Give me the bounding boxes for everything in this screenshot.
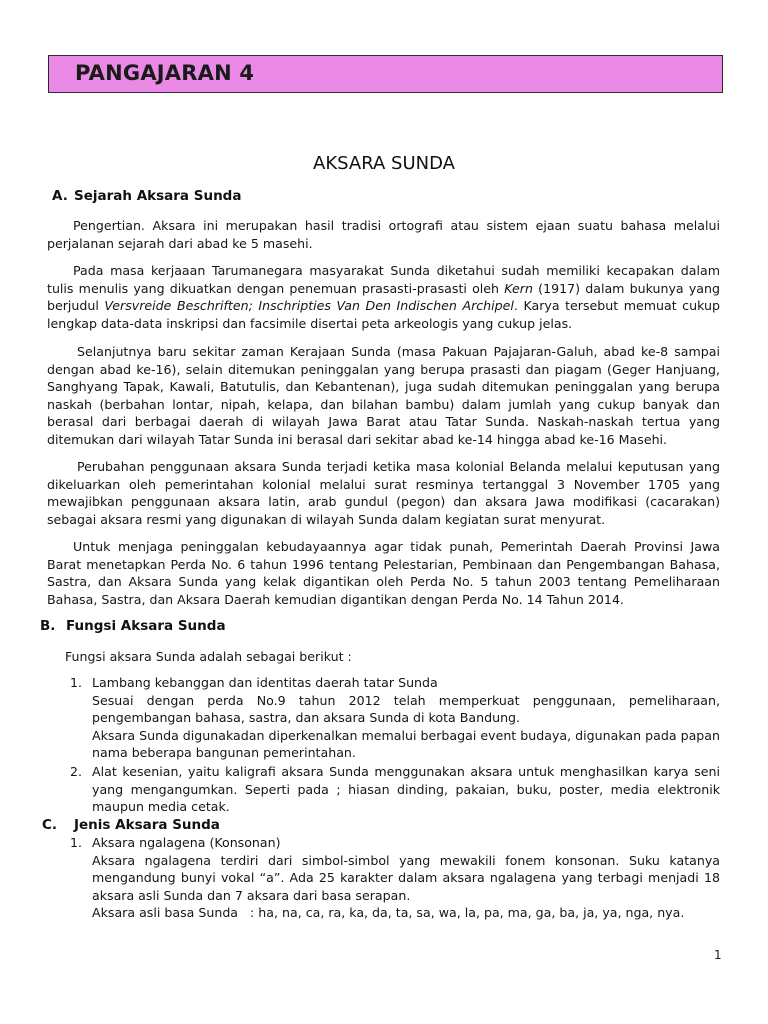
- section-b-title: Fungsi Aksara Sunda: [66, 618, 226, 634]
- item-2-line-1: Alat kesenian, yaitu kaligrafi aksara Sunda menggunakan aksara untuk menghasilkan karya seni yang mengangumkan. Seperti pada ; hiasan dinding, pakaian, buku, poster, media elektronik maupun media cetak.: [92, 764, 720, 814]
- section-a-title: Sejarah Aksara Sunda: [74, 188, 242, 204]
- section-a-heading: [52, 188, 241, 204]
- section-a-paragraph-2: [47, 262, 720, 332]
- chapter-title: PANGAJARAN 4: [75, 61, 255, 85]
- section-c-item-1-number: 1.: [70, 835, 83, 850]
- p2-book-title: Versvreide Beschriften; Inschripties Van Den Indischen Archipel: [104, 298, 514, 313]
- p2-text-a: Pada masa kerjaaan Tarumanegara masyarakat Sunda diketahui sudah memiliki kecapakan dalam tulis menulis yang dikuatkan dengan penemuan prasasti-prasasti oleh: [47, 263, 720, 296]
- section-b-letter: B.: [40, 618, 56, 634]
- section-c-heading: [42, 817, 220, 833]
- section-a-paragraph-4: Perubahan penggunaan aksara Sunda terjadi ketika masa kolonial Belanda melalui keputusan yang dikeluarkan oleh pemerintahan kolonial melalui surat resminya tertanggal 3 November 1705 yang mewajibkan penggunaan aksara latin, arab gundul (pegon) dan aksara Jawa modifikasi (cacarakan) sebagai aksara resmi yang digunakan di wilayah Sunda dalam kegiatan surat menyurat.: [47, 459, 720, 527]
- item-1-line-1: Lambang kebanggan dan identitas daerah tatar Sunda: [92, 675, 438, 690]
- c-item-1-line-2: Aksara ngalagena terdiri dari simbol-simbol yang mewakili fonem konsonan. Suku katanya mengandung bunyi vokal “a”. Ada 25 karakter dalam aksara ngalagena yang terbagi menjadi 18 aksara asli Sunda dan 7 aksara dari basa serapan.: [92, 852, 720, 903]
- section-b-heading: [40, 618, 226, 634]
- c-item-1-line-1: Aksara ngalagena (Konsonan): [92, 835, 281, 850]
- section-c-title: Jenis Aksara Sunda: [74, 817, 220, 833]
- section-a-paragraph-1: Pengertian. Aksara ini merupakan hasil tradisi ortografi atau sistem ejaan suatu bahasa melalui perjalanan sejarah dari abad ke 5 masehi.: [47, 218, 720, 251]
- section-a-letter: A.: [52, 188, 68, 204]
- item-1-line-2: Sesuai dengan perda No.9 tahun 2012 telah memperkuat penggunaan, pemeliharaan, pengembangan bahasa, sastra, dan aksara Sunda di kota Bandung.: [92, 692, 720, 725]
- chapter-banner: [48, 55, 723, 93]
- section-b-item-1: [92, 674, 720, 762]
- document-title: AKSARA SUNDA: [313, 153, 455, 174]
- page-number: 1: [714, 948, 722, 962]
- p2-text-c: . Karya tersebut memuat cukup lengkap data-data inskripsi dan facsimile disertai peta arkeologis yang cukup jelas.: [47, 298, 720, 331]
- p2-author: Kern: [504, 280, 533, 296]
- section-c-item-1: [92, 834, 720, 922]
- section-a-paragraph-5: Untuk menjaga peninggalan kebudayaannya agar tidak punah, Pemerintah Daerah Provinsi Jawa Barat menetapkan Perda No. 6 tahun 1996 tentang Pelestarian, Pembinaan dan Pengembangan Bahasa, Sastra, dan Aksara Sunda yang kelak digantikan oleh Perda No. 5 tahun 2003 tentang Pemeliharaan Bahasa, Sastra, dan Aksara Daerah kemudian digantikan dengan Perda No. 14 Tahun 2014.: [47, 539, 720, 607]
- section-c-letter: C.: [42, 817, 58, 833]
- c-item-1-line-3: Aksara asli basa Sunda : ha, na, ca, ra, ka, da, ta, sa, wa, la, pa, ma, ga, ba, ja, ya, nga, nya.: [92, 905, 685, 920]
- p2-text-b: (1917) dalam bukunya yang berjudul: [47, 280, 720, 313]
- item-1-line-3: Aksara Sunda digunakadan diperkenalkan memalui berbagai event budaya, digunakan pada papan nama beberapa bangunan pemerintahan.: [92, 727, 720, 760]
- section-b-item-1-number: 1.: [70, 675, 83, 690]
- section-b-intro: Fungsi aksara Sunda adalah sebagai berikut :: [65, 649, 352, 664]
- section-a-paragraph-3: Selanjutnya baru sekitar zaman Kerajaan Sunda (masa Pakuan Pajajaran-Galuh, abad ke-8 sampai dengan abad ke-16), selain ditemukan peninggalan yang berupa prasasti dan piagam (Geger Hanjuang, Sanghyang Tapak, Kawali, Batutulis, dan Kebantenan), juga sudah ditemukan peninggalan yang berupa naskah (berbahan lontar, nipah, kelapa, dan bilahan bambu) dalam jumlah yang cukup banyak dan berasal dari berbagai daerah di wilayah Jawa Barat atau Tatar Sunda. Naskah-naskah tertua yang ditemukan dari wilayah Tatar Sunda ini berasal dari sekitar abad ke-14 hingga abad ke-16 Masehi.: [47, 344, 720, 447]
- section-b-item-2: [92, 763, 720, 816]
- section-b-item-2-number: 2.: [70, 764, 83, 779]
